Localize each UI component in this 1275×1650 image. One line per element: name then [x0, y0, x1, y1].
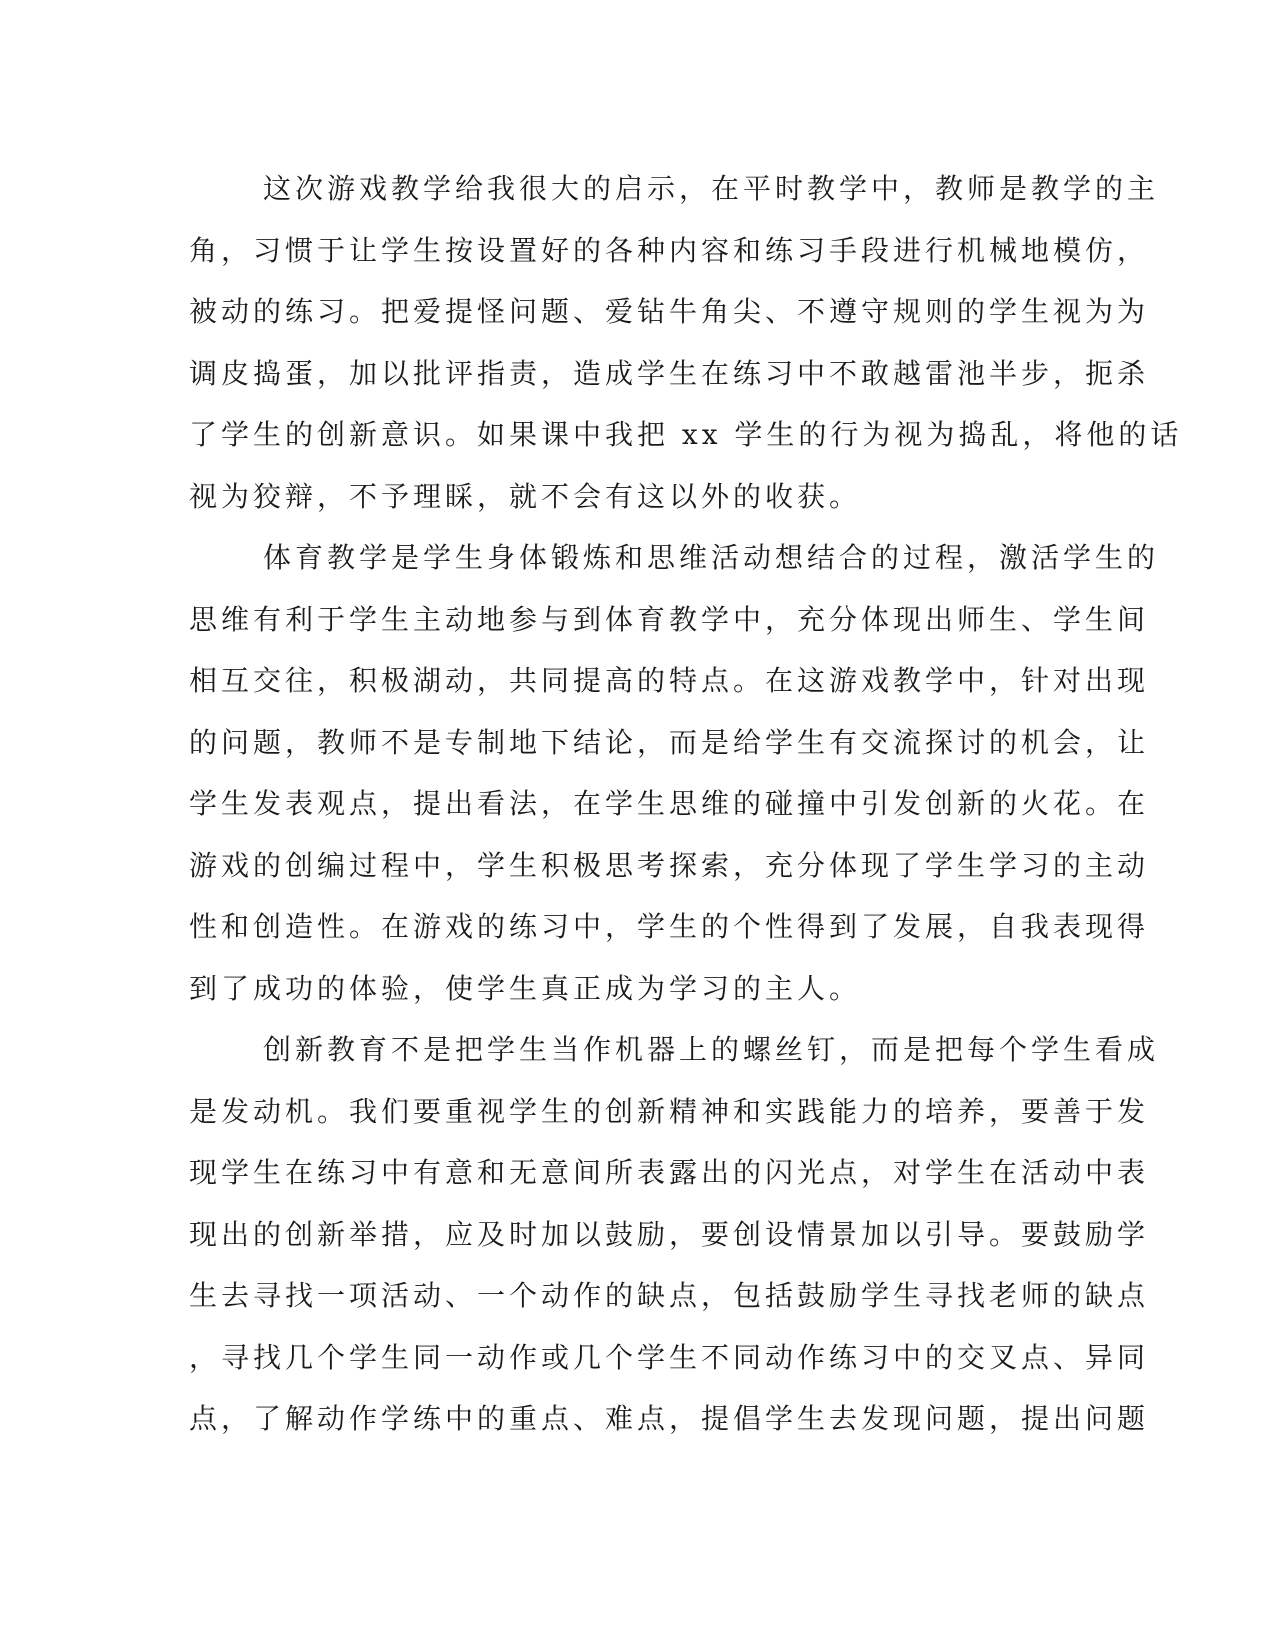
paragraph-1-line-4: 调皮捣蛋，加以批评指责，造成学生在练习中不敢越雷池半步，扼杀 — [189, 356, 1150, 390]
paragraph-2-line-7: 性和创造性。在游戏的练习中，学生的个性得到了发展，自我表现得 — [189, 910, 1150, 943]
paragraph-2-line-4: 的问题，教师不是专制地下结论，而是给学生有交流探讨的机会，让 — [189, 725, 1150, 759]
paragraph-3-line-1: 创新教育不是把学生当作机器上的螺丝钉，而是把每个学生看成 — [263, 1033, 1160, 1066]
paragraph-2-line-2: 思维有利于学生主动地参与到体育教学中，充分体现出师生、学生间 — [189, 602, 1150, 636]
paragraph-2-line-3: 相互交往，积极湖动，共同提高的特点。在这游戏教学中，针对出现 — [189, 664, 1150, 697]
paragraph-3-line-3: 现学生在练习中有意和无意间所表露出的闪光点，对学生在活动中表 — [189, 1156, 1150, 1189]
paragraph-2-line-6: 游戏的创编过程中，学生积极思考探索，充分体现了学生学习的主动 — [189, 848, 1150, 882]
paragraph-2-line-5: 学生发表观点，提出看法，在学生思维的碰撞中引发创新的火花。在 — [189, 787, 1150, 820]
paragraph-1-line-2: 角，习惯于让学生按设置好的各种内容和练习手段进行机械地模仿， — [189, 233, 1150, 267]
paragraph-3-line-6: ，寻找几个学生同一动作或几个学生不同动作练习中的交叉点、异同 — [189, 1340, 1150, 1374]
paragraph-1-line-1: 这次游戏教学给我很大的启示，在平时教学中，教师是教学的主 — [263, 172, 1160, 205]
paragraph-1-line-6: 视为狡辩，不予理睬，就不会有这以外的收获。 — [189, 479, 862, 513]
paragraph-3-line-2: 是发动机。我们要重视学生的创新精神和实践能力的培养，要善于发 — [189, 1094, 1150, 1128]
paragraph-3-line-5: 生去寻找一项活动、一个动作的缺点，包括鼓励学生寻找老师的缺点 — [189, 1279, 1150, 1312]
paragraph-3-line-4: 现出的创新举措，应及时加以鼓励，要创设情景加以引导。要鼓励学 — [189, 1217, 1150, 1251]
paragraph-1-line-5: 了学生的创新意识。如果课中我把 xx 学生的行为视为捣乱，将他的话 — [189, 418, 1183, 451]
paragraph-1-line-3: 被动的练习。把爱提怪问题、爱钻牛角尖、不遵守规则的学生视为为 — [189, 295, 1150, 328]
document-body — [189, 158, 1183, 1450]
paragraph-3-line-7: 点，了解动作学练中的重点、难点，提倡学生去发现问题，提出问题 — [189, 1402, 1150, 1435]
paragraph-2-line-8: 到了成功的体验，使学生真正成为学习的主人。 — [189, 971, 862, 1005]
paragraph-2-line-1: 体育教学是学生身体锻炼和思维活动想结合的过程，激活学生的 — [263, 541, 1160, 574]
